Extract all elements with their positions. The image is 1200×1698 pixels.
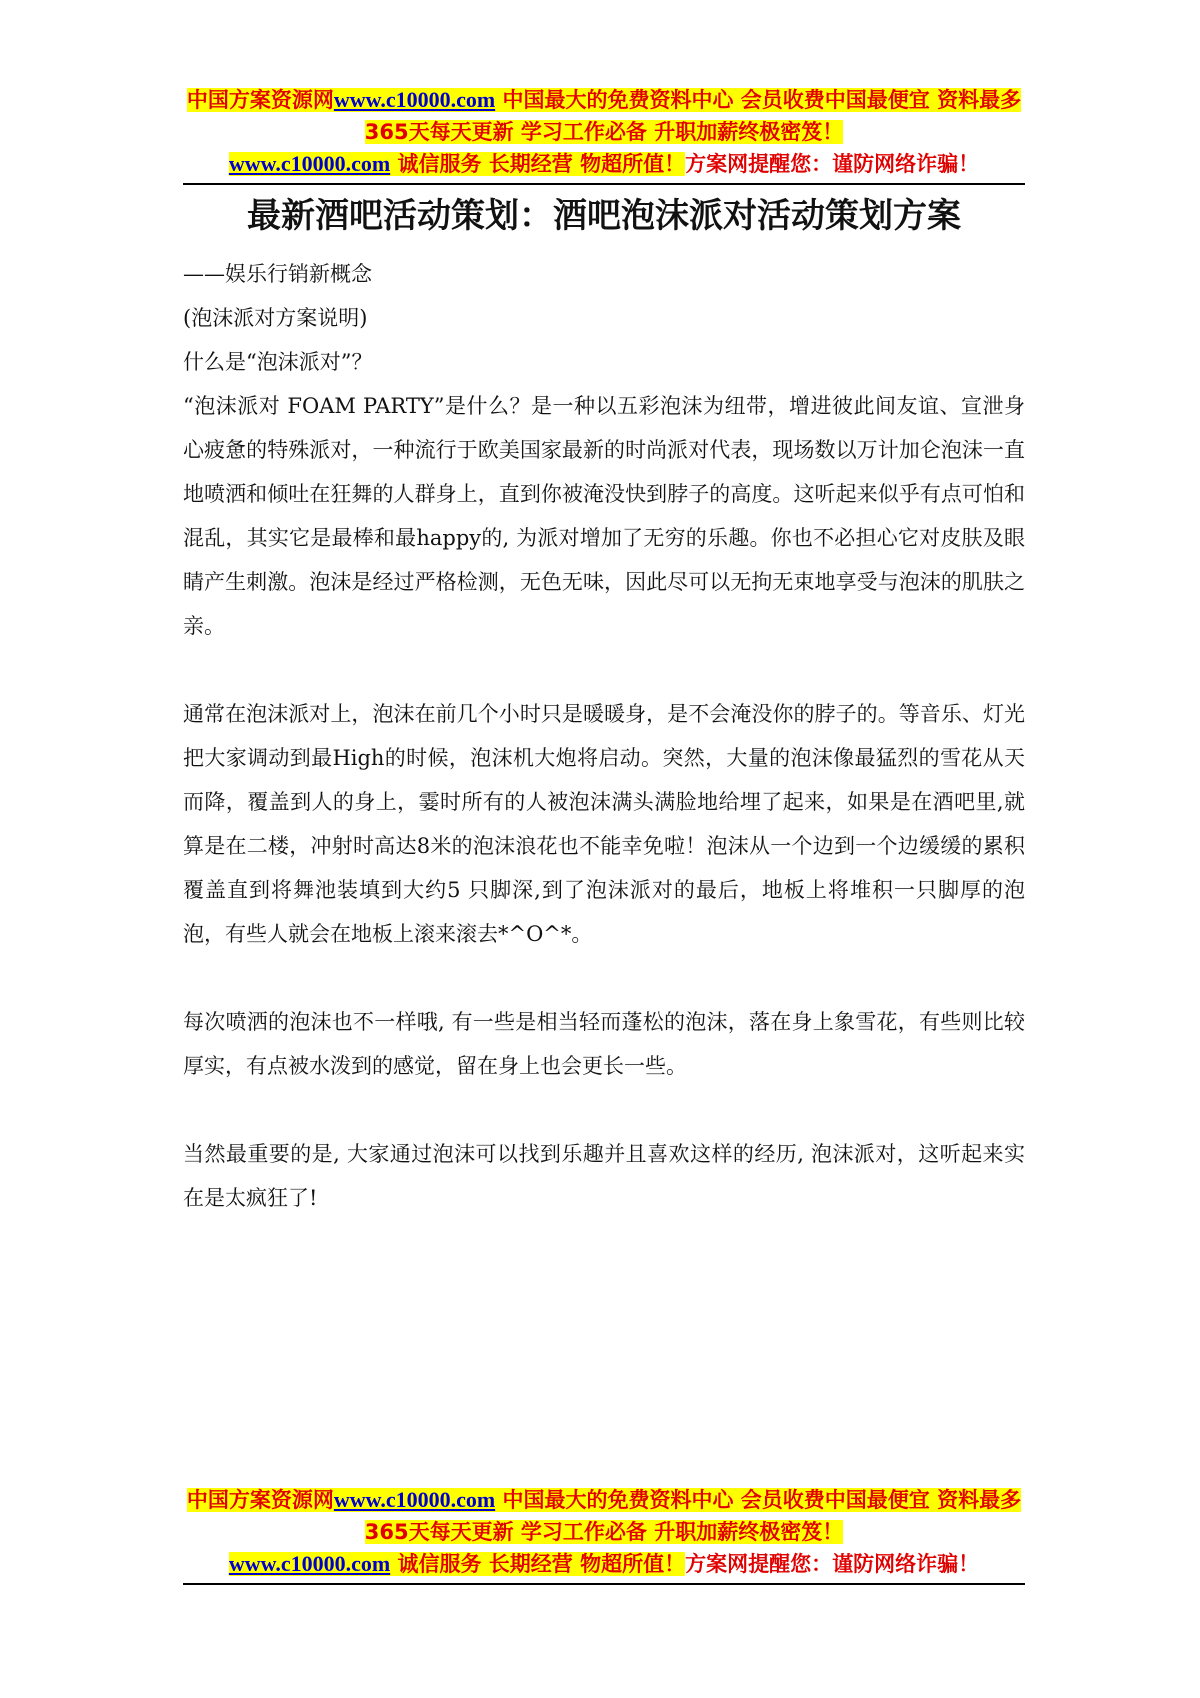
site-link[interactable]: www.c10000.com: [333, 87, 496, 112]
document-title: 最新酒吧活动策划：酒吧泡沫派对活动策划方案: [247, 196, 961, 236]
banner-warning: 方案网提醒您：谨防网络诈骗！: [685, 1552, 980, 1576]
paragraph-variety: 每次喷洒的泡沫也不一样哦, 有一些是相当轻而蓬松的泡沫，落在身上象雪花，有些则比较厚实，有点被水泼到的感觉，留在身上也会更长一些。: [183, 1010, 1025, 1078]
paragraph-process: 通常在泡沫派对上，泡沫在前几个小时只是暖暖身，是不会淹没你的脖子的。等音乐、灯光把大家调动到最High的时候，泡沫机大炮将启动。突然，大量的泡沫像最猛烈的雪花从天而降，覆盖到人的身上，霎时所有的人被泡沫满头满脸地给埋了起来，如果是在酒吧里,就算是在二楼，冲射时高达8米的泡沫浪花也不能幸免啦！泡沫从一个边到一个边缓缓的累积覆盖直到将舞池装填到大约5 只脚深,到了泡沫派对的最后，地板上将堆积一只脚厚的泡泡，有些人就会在地板上滚来滚去*^O^*。: [183, 702, 1025, 946]
header-banner: [183, 84, 1025, 185]
question-heading: 什么是“泡沫派对”？: [183, 350, 373, 374]
section-note: (泡沫派对方案说明): [183, 306, 368, 330]
document-body: [183, 252, 1025, 1220]
site-link-2[interactable]: www.c10000.com: [228, 151, 391, 176]
site-name: 中国方案资源网: [186, 88, 334, 112]
banner-slogan: 中国最大的免费资料中心 会员收费中国最便宜 资料最多 365天每天更新 学习工作必备 升职加薪终极密笈！: [364, 88, 1022, 144]
paragraph-conclusion: 当然最重要的是, 大家通过泡沫可以找到乐趣并且喜欢这样的经历, 泡沫派对，这听起来实在是太疯狂了!: [183, 1142, 1025, 1210]
banner-slogan-2: 诚信服务 长期经营 物超所值！: [390, 1552, 686, 1576]
banner-divider: [183, 1583, 1025, 1585]
paragraph-intro: “泡沫派对 FOAM PARTY”是什么？是一种以五彩泡沫为纽带，增进彼此间友谊、宣泄身心疲惫的特殊派对，一种流行于欧美国家最新的时尚派对代表，现场数以万计加仑泡沫一直地喷洒和倾吐在狂舞的人群身上，直到你被淹没快到脖子的高度。这听起来似乎有点可怕和混乱，其实它是最棒和最happy的, 为派对增加了无穷的乐趣。你也不必担心它对皮肤及眼睛产生刺激。泡沫是经过严格检测，无色无味，因此尽可以无拘无束地享受与泡沫的肌肤之亲。: [183, 394, 1025, 638]
site-link[interactable]: www.c10000.com: [333, 1487, 496, 1512]
banner-slogan-2: 诚信服务 长期经营 物超所值！: [390, 152, 686, 176]
banner-warning: 方案网提醒您：谨防网络诈骗！: [685, 152, 980, 176]
footer-banner: [183, 1484, 1025, 1585]
site-name: 中国方案资源网: [186, 1488, 334, 1512]
banner-divider: [183, 183, 1025, 185]
banner-slogan: 中国最大的免费资料中心 会员收费中国最便宜 资料最多 365天每天更新 学习工作必备 升职加薪终极密笈！: [364, 1488, 1022, 1544]
site-link-2[interactable]: www.c10000.com: [228, 1551, 391, 1576]
subtitle: ——娱乐行销新概念: [183, 262, 372, 286]
